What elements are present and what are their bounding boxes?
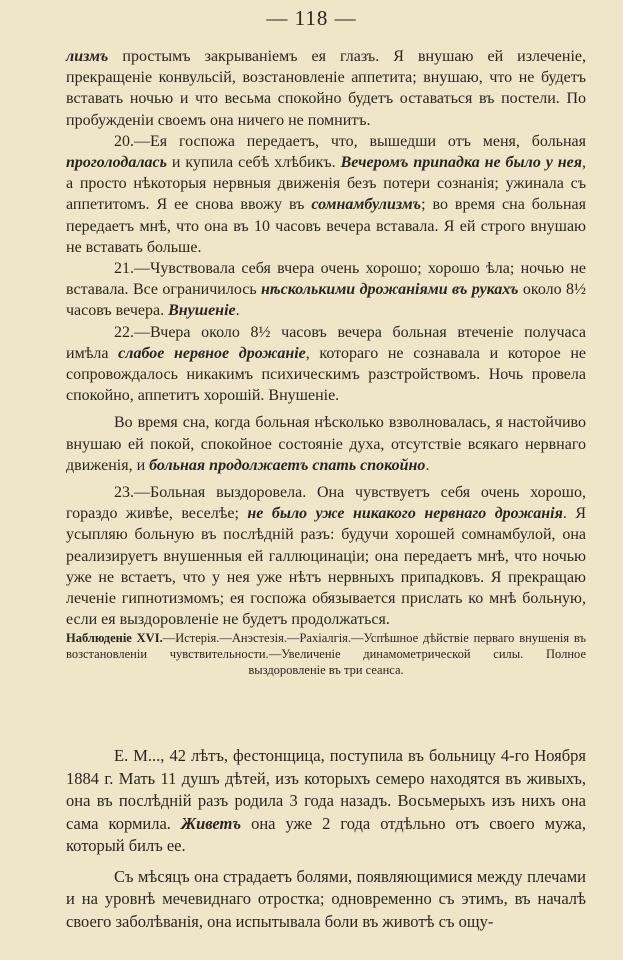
text-run: Е. М..., 42 лѣтъ, фестонщица, поступила въ больницу 4-го Ноября 1884 г. Мать 11 душъ дѣтей, изъ которыхъ семеро находятся въ живыхъ, она въ послѣдній разъ родила 3 года назадъ. Восьмерыхъ изъ нихъ она сама кормила. <box>66 746 586 833</box>
main-text-block <box>66 46 586 678</box>
paragraph-day-23 <box>66 482 586 630</box>
text-run: . Я усыпляю больную въ послѣдній разъ: будучи хорошей сомнамбулой, она реализируетъ внушенныя ей галлюцинаціи; она передаетъ мнѣ, что ночью уже не встаетъ, что у нея уже нѣтъ нервныхъ припадковъ. Я прекращаю леченіе гипнотизмомъ; ея госпожа обязывается прислать ко мнѣ больную, если ея выздоровленіе не будетъ продолжаться. <box>66 505 587 629</box>
text-run: . <box>425 456 430 474</box>
emphasis-text: Внушеніе <box>168 302 236 320</box>
paragraph-day-21 <box>66 258 586 322</box>
observation-title: Наблюденіе XVI. <box>66 631 163 646</box>
paragraph-case-symptoms <box>66 866 586 934</box>
paragraph-day-20 <box>66 131 586 258</box>
text-run: 22.—Вчера около 8½ часовъ вечера больная втеченіе получаса имѣла <box>66 323 586 362</box>
observation-heading <box>66 630 586 678</box>
paragraph-day-22 <box>66 322 586 407</box>
emphasis-text: не было уже никакого нервнаго дрожанія <box>247 505 563 523</box>
text-run: и купила себѣ хлѣбикъ. <box>166 154 341 172</box>
paragraph-continuation <box>66 46 586 131</box>
text-run: ; во время сна больная передаетъ мнѣ, что она въ 10 часовъ вечера вставала. Я ей строго внушаю не вставать больше. <box>66 196 587 256</box>
text-run: около 8½ часовъ вечера. <box>66 281 587 320</box>
text-run: , котораго не сознавала и которое не сопровождалось никакимъ психическимъ разстройствомъ. Ночь провела спокойно, аппетитъ хорошій. Внушеніе. <box>66 344 586 405</box>
emphasis-text: сомнамбулизмъ <box>311 196 422 214</box>
text-run: простымъ закрываніемъ ея глазъ. Я внушаю ей излеченіе, прекращеніе конвульсій, возстановленіе аппетита; внушаю, что не будетъ вставать ночью и что весьма спокойно будетъ оставаться въ постели. По пробужденіи своемъ она ничего не помнитъ. <box>66 48 586 129</box>
emphasis-text: больная продолжаетъ спать спокойно <box>149 456 426 474</box>
emphasis-text: нѣсколькими дрожаніями въ рукахъ <box>261 281 519 299</box>
paragraph-sleep-suggestion <box>66 412 586 476</box>
emphasis-text: Вечеромъ припадка не было у нея <box>340 154 583 172</box>
text-run: . <box>235 302 240 320</box>
text-run: Съ мѣсяцъ она страдаетъ болями, появляющимися между плечами и на уровнѣ мечевиднаго отростка; одновременно съ этимъ, въ началѣ своего заболѣванія, она испытывала боли въ животѣ съ ощу- <box>66 866 586 931</box>
emphasis-text: Живетъ <box>180 813 242 833</box>
emphasis-text: лизмъ <box>66 48 109 65</box>
text-run: , а просто нѣкоторыя нервныя движенія безъ потери сознанія; ужинала съ аппетитомъ. Я ее снова ввожу въ <box>66 154 587 214</box>
paragraph-case-history <box>66 745 586 858</box>
case-text-block <box>66 745 586 933</box>
emphasis-text: слабое нервное дрожаніе <box>118 344 306 362</box>
emphasis-text: проголодалась <box>66 154 167 172</box>
text-run: 20.—Ея госпожа передаетъ, что, вышедши отъ меня, больная <box>114 132 586 150</box>
observation-summary: —Истерія.—Анэстезія.—Рахіалгія.—Успѣшное дѣйствіе перваго внушенія въ возстановленіи чувствительности.—Увеличеніе динамометрической силы. Полное выздоровленіе въ три сеанса. <box>66 631 586 678</box>
text-run: она уже 2 года отдѣльно отъ своего мужа, который билъ ее. <box>66 813 586 855</box>
text-run: Во время сна, когда больная нѣсколько взволновалась, я настойчиво внушаю ей покой, спокойное состояніе духа, отсутствіе всякаго нервнаго движенія, и <box>66 414 586 474</box>
text-run: 21.—Чувствовала себя вчера очень хорошо; хорошо ѣла; ночью не вставала. Все ограничилось <box>66 260 586 299</box>
page-number: — 118 — <box>266 6 357 30</box>
text-run: 23.—Больная выздоровела. Она чувствуетъ себя очень хорошо, гораздо живѣе, веселѣе; <box>66 484 586 523</box>
